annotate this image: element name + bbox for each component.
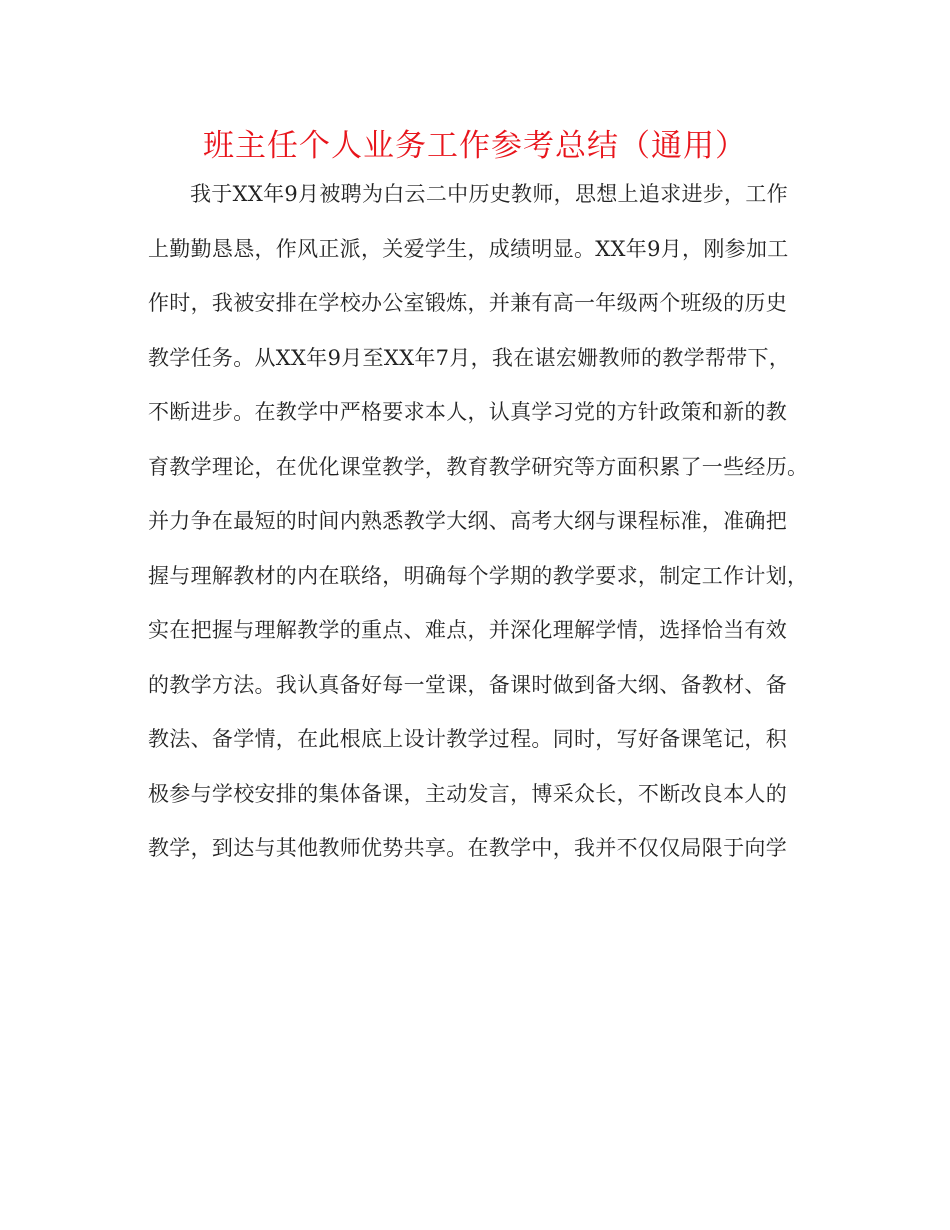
text-line: 教学任务。从XX年9月至XX年7月，我在谌宏姗教师的教学帮带下， — [148, 345, 791, 370]
text-line: 极参与学校安排的集体备课，主动发言，博采众长，不断改良本人的 — [148, 781, 787, 806]
text-line: 教法、备学情，在此根底上设计教学过程。同时，写好备课笔记，积 — [148, 727, 787, 751]
text-line: 我于XX年9月被聘为白云二中历史教师，思想上追求进步，工作 — [190, 182, 788, 206]
text-line: 的教学方法。我认真备好每一堂课，备课时做到备大纲、备教材、备 — [148, 672, 787, 697]
document-body — [148, 172, 808, 881]
text-line: 上勤勤恳恳，作风正派，关爱学生，成绩明显。XX年9月，刚参加工 — [148, 236, 789, 261]
text-line: 握与理解教材的内在联络，明确每个学期的教学要求，制定工作计划， — [148, 563, 809, 588]
text-line: 作时，我被安排在学校办公室锻炼，并兼有高一年级两个班级的历史 — [148, 291, 787, 315]
text-line: 不断进步。在教学中严格要求本人，认真学习党的方针政策和新的教 — [148, 400, 787, 424]
text-line: 育教学理论，在优化课堂教学，教育教学研究等方面积累了一些经历。 — [148, 454, 809, 479]
document-title: 班主任个人业务工作参考总结（通用） — [203, 128, 747, 164]
text-line: 教学，到达与其他教师优势共享。在教学中，我并不仅仅局限于向学 — [148, 836, 787, 860]
text-line: 并力争在最短的时间内熟悉教学大纲、高考大纲与课程标准，准确把 — [148, 509, 787, 533]
text-line: 实在把握与理解教学的重点、难点，并深化理解学情，选择恰当有效 — [148, 618, 787, 642]
